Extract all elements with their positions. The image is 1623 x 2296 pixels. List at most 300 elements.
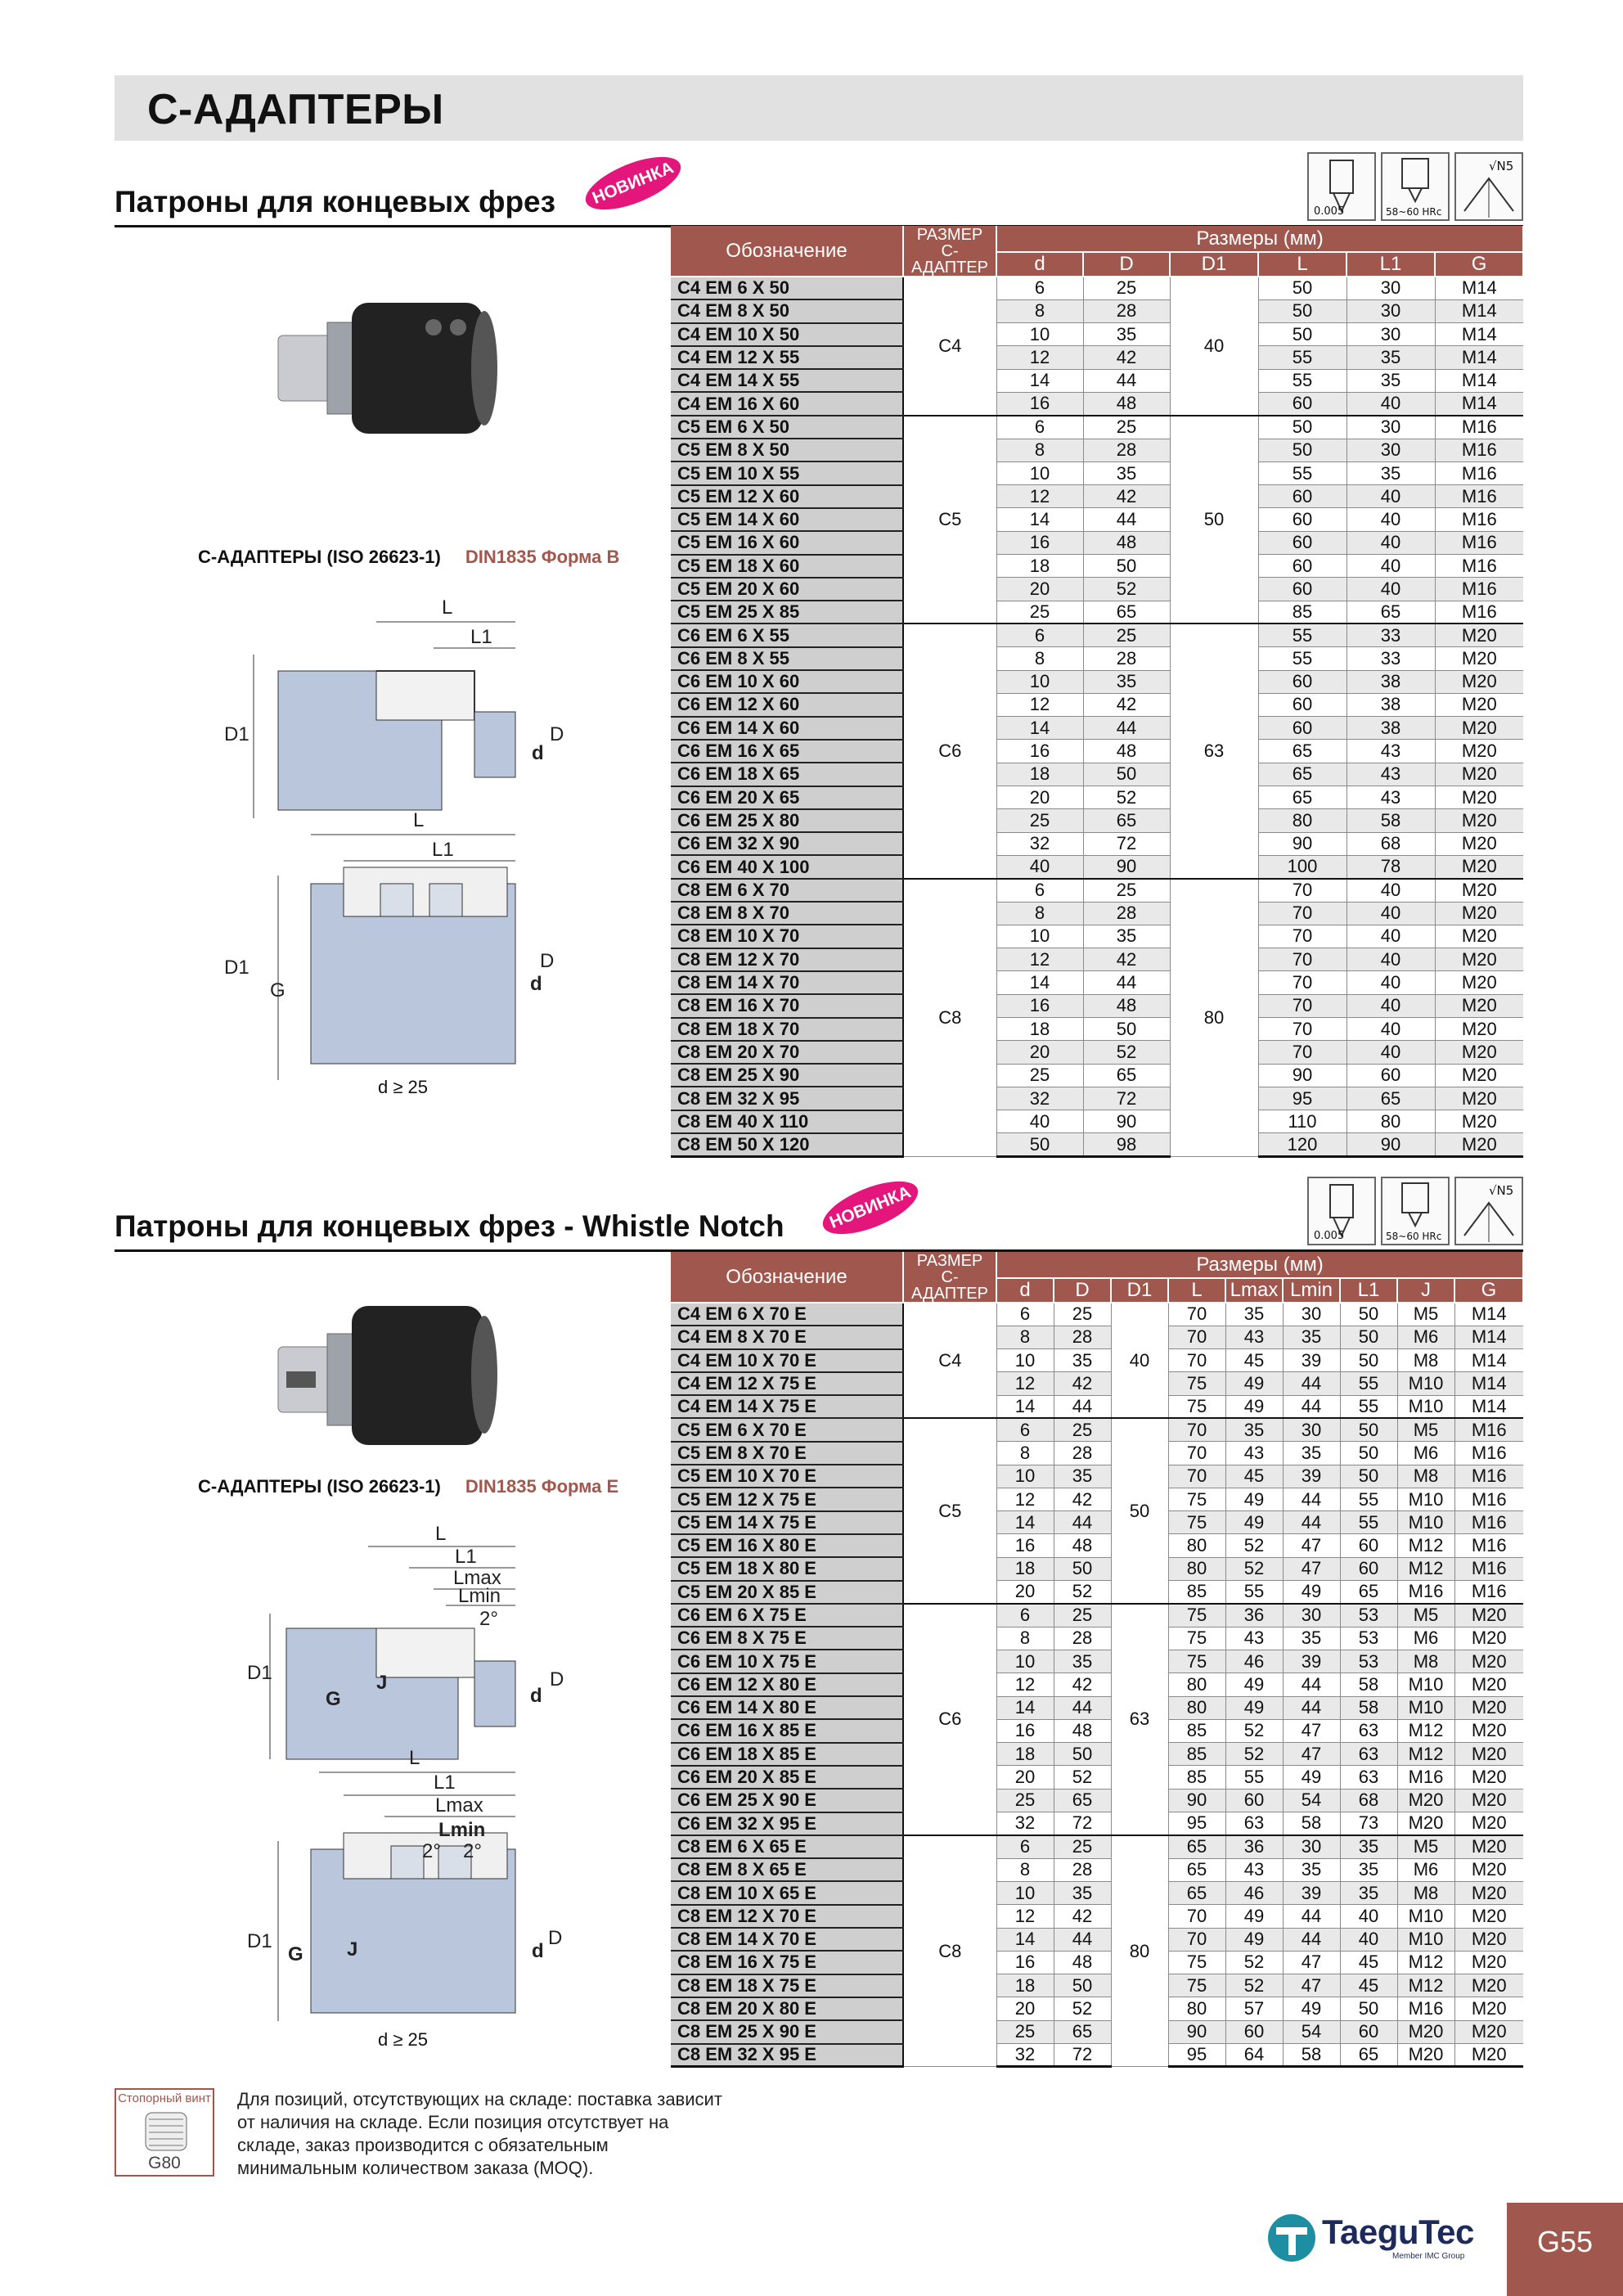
- table-row: [671, 740, 1523, 763]
- value-cell: 85: [1168, 1581, 1225, 1604]
- value-cell: 50: [1083, 763, 1170, 786]
- value-cell: 65: [1083, 809, 1170, 832]
- value-cell: 18: [996, 1743, 1054, 1766]
- value-cell: M20: [1435, 1041, 1523, 1064]
- value-cell: 43: [1225, 1326, 1283, 1348]
- size-cell: C8: [903, 1835, 996, 2067]
- dim-label-Lmin: Lmin: [458, 1585, 501, 1607]
- dim-label-L-3: L: [435, 1523, 447, 1545]
- value-cell: M20: [1435, 948, 1523, 971]
- value-cell: 55: [1258, 346, 1347, 369]
- table-row: [671, 485, 1523, 508]
- value-cell: M12: [1397, 1951, 1454, 1974]
- value-cell: 60: [1258, 578, 1347, 601]
- value-cell: 50: [1054, 1974, 1111, 1997]
- value-cell: 65: [1340, 2044, 1397, 2067]
- value-cell: M14: [1435, 323, 1523, 346]
- value-cell: 44: [1283, 1511, 1340, 1534]
- value-cell: 72: [1054, 1812, 1111, 1835]
- note-line: минимальным количеством заказа (MOQ).: [237, 2158, 594, 2178]
- value-cell: M20: [1397, 2044, 1454, 2067]
- value-cell: 35: [1340, 1881, 1397, 1904]
- value-cell: M16: [1454, 1442, 1523, 1465]
- table-row: [671, 1881, 1523, 1904]
- table-row: [671, 832, 1523, 855]
- value-cell: M12: [1397, 1534, 1454, 1557]
- value-cell: M20: [1454, 1881, 1523, 1904]
- dim-label-angle-2: 2°: [422, 1840, 441, 1862]
- designation-cell: C8 EM 25 X 90 E: [671, 2020, 903, 2043]
- value-cell: 35: [1083, 670, 1170, 693]
- value-cell: M16: [1435, 461, 1523, 484]
- value-cell: 90: [1258, 1064, 1347, 1087]
- value-cell: 120: [1258, 1133, 1347, 1156]
- designation-cell: C6 EM 10 X 60: [671, 670, 903, 693]
- value-cell: 25: [996, 2020, 1054, 2043]
- value-cell: 95: [1168, 1812, 1225, 1835]
- value-cell: 10: [996, 461, 1083, 484]
- value-cell: 50: [1083, 555, 1170, 578]
- value-cell: 28: [1054, 1627, 1111, 1650]
- value-cell: M20: [1454, 1858, 1523, 1881]
- tolerance-icon: 0.005: [1307, 152, 1376, 221]
- value-cell: 38: [1347, 717, 1435, 740]
- value-cell: 50: [1340, 1418, 1397, 1441]
- designation-cell: C6 EM 16 X 85 E: [671, 1719, 903, 1742]
- value-cell: M20: [1435, 717, 1523, 740]
- value-cell: 49: [1225, 1905, 1283, 1928]
- value-cell: 65: [1083, 1064, 1170, 1087]
- hardness-icon-2: 58~60 HRc: [1381, 1177, 1450, 1245]
- col-header-l: L: [1258, 252, 1347, 277]
- value-cell: 47: [1283, 1743, 1340, 1766]
- table-row: [671, 1488, 1523, 1510]
- col-header-d: d: [996, 1278, 1054, 1303]
- page-number: G55: [1507, 2203, 1623, 2296]
- d1-cell: 80: [1111, 1835, 1168, 2067]
- value-cell: 48: [1083, 994, 1170, 1017]
- value-cell: M10: [1397, 1696, 1454, 1719]
- value-cell: 6: [996, 277, 1083, 299]
- table-row: [671, 416, 1523, 439]
- value-cell: M20: [1435, 809, 1523, 832]
- value-cell: 18: [996, 1557, 1054, 1580]
- value-cell: 16: [996, 392, 1083, 415]
- d-condition-1: d ≥ 25: [378, 1077, 429, 1097]
- table-row: [671, 1951, 1523, 1974]
- value-cell: M12: [1397, 1719, 1454, 1742]
- dim-label-Lmin-2: Lmin: [438, 1819, 486, 1841]
- value-cell: 14: [996, 1696, 1054, 1719]
- value-cell: M14: [1454, 1349, 1523, 1372]
- value-cell: 78: [1347, 855, 1435, 878]
- value-cell: 44: [1054, 1511, 1111, 1534]
- table-row: [671, 461, 1523, 484]
- value-cell: 60: [1225, 1789, 1283, 1812]
- value-cell: 35: [1283, 1326, 1340, 1348]
- value-cell: 28: [1083, 299, 1170, 322]
- value-cell: 25: [1083, 624, 1170, 646]
- section2-title: Патроны для концевых фрез - Whistle Notch: [115, 1209, 785, 1243]
- value-cell: M10: [1397, 1673, 1454, 1696]
- value-cell: 35: [1083, 323, 1170, 346]
- value-cell: 35: [1347, 346, 1435, 369]
- table-row: [671, 1905, 1523, 1928]
- col-header-l1: L1: [1340, 1278, 1397, 1303]
- value-cell: 55: [1258, 461, 1347, 484]
- section1-drawings: [213, 589, 589, 1096]
- value-cell: 6: [996, 879, 1083, 902]
- value-cell: 95: [1168, 2044, 1225, 2067]
- value-cell: 45: [1225, 1465, 1283, 1488]
- caption-standard: С-АДАПТЕРЫ (ISO 26623-1): [198, 547, 441, 567]
- spec-icons-2: [1307, 1177, 1523, 1245]
- value-cell: 65: [1054, 2020, 1111, 2043]
- value-cell: M20: [1435, 832, 1523, 855]
- value-cell: 80: [1168, 1696, 1225, 1719]
- dim-label-G-3: G: [326, 1688, 341, 1710]
- value-cell: 50: [1258, 416, 1347, 439]
- dim-label-D: D: [550, 723, 564, 745]
- value-cell: M10: [1397, 1511, 1454, 1534]
- value-cell: 28: [1054, 1442, 1111, 1465]
- designation-cell: C8 EM 16 X 75 E: [671, 1951, 903, 1974]
- value-cell: 65: [1258, 763, 1347, 786]
- stock-note: [237, 2088, 761, 2180]
- value-cell: 90: [1168, 1789, 1225, 1812]
- value-cell: 85: [1168, 1743, 1225, 1766]
- table-row: [671, 1534, 1523, 1557]
- table-row: [671, 971, 1523, 994]
- designation-cell: C5 EM 6 X 70 E: [671, 1418, 903, 1441]
- value-cell: 44: [1283, 1696, 1340, 1719]
- value-cell: 25: [996, 1789, 1054, 1812]
- dim-label-L: L: [442, 597, 453, 619]
- value-cell: 43: [1347, 763, 1435, 786]
- value-cell: 46: [1225, 1881, 1283, 1904]
- value-cell: 75: [1168, 1951, 1225, 1974]
- dim-label-D-4: D: [548, 1927, 563, 1949]
- section1-caption: [198, 547, 619, 568]
- value-cell: 60: [1258, 485, 1347, 508]
- value-cell: 35: [1347, 369, 1435, 392]
- section1-title: Патроны для концевых фрез: [115, 185, 556, 218]
- value-cell: M16: [1454, 1418, 1523, 1441]
- value-cell: M20: [1435, 670, 1523, 693]
- value-cell: 49: [1225, 1928, 1283, 1951]
- value-cell: 28: [1083, 902, 1170, 925]
- value-cell: M14: [1435, 369, 1523, 392]
- designation-cell: C6 EM 16 X 65: [671, 740, 903, 763]
- value-cell: 44: [1083, 369, 1170, 392]
- table-row: [671, 879, 1523, 902]
- value-cell: 42: [1083, 948, 1170, 971]
- value-cell: 50: [1054, 1557, 1111, 1580]
- value-cell: 70: [1258, 948, 1347, 971]
- value-cell: 100: [1258, 855, 1347, 878]
- value-cell: M20: [1454, 1719, 1523, 1742]
- value-cell: 14: [996, 717, 1083, 740]
- value-cell: M20: [1435, 763, 1523, 786]
- value-cell: 80: [1168, 1673, 1225, 1696]
- table-row: [671, 855, 1523, 878]
- value-cell: 65: [1258, 740, 1347, 763]
- dim-label-D1-2: D1: [224, 957, 250, 979]
- value-cell: M20: [1454, 2044, 1523, 2067]
- col-header-dims-2: Размеры (мм): [996, 1252, 1523, 1278]
- value-cell: M20: [1435, 624, 1523, 646]
- value-cell: 30: [1347, 299, 1435, 322]
- value-cell: 40: [1347, 392, 1435, 415]
- value-cell: 44: [1283, 1488, 1340, 1510]
- table-row: [671, 763, 1523, 786]
- value-cell: 58: [1283, 1812, 1340, 1835]
- value-cell: 44: [1283, 1395, 1340, 1418]
- value-cell: 52: [1083, 578, 1170, 601]
- value-cell: M14: [1454, 1372, 1523, 1395]
- value-cell: 55: [1340, 1511, 1397, 1534]
- size-cell: C6: [903, 624, 996, 878]
- value-cell: 70: [1258, 971, 1347, 994]
- value-cell: M20: [1454, 1766, 1523, 1789]
- value-cell: 60: [1258, 508, 1347, 531]
- table-row: [671, 786, 1523, 809]
- designation-cell: C5 EM 20 X 60: [671, 578, 903, 601]
- designation-cell: C5 EM 14 X 75 E: [671, 1511, 903, 1534]
- value-cell: 52: [1225, 1974, 1283, 1997]
- value-cell: 60: [1258, 717, 1347, 740]
- table-row: [671, 1812, 1523, 1835]
- col-header-size-2: РАЗМЕР С-АДАПТЕР: [903, 1252, 996, 1303]
- value-cell: 33: [1347, 624, 1435, 646]
- table-row: [671, 277, 1523, 299]
- designation-cell: C8 EM 18 X 75 E: [671, 1974, 903, 1997]
- table-row: [671, 578, 1523, 601]
- table-row: [671, 1581, 1523, 1604]
- designation-cell: C8 EM 40 X 110: [671, 1110, 903, 1133]
- value-cell: 44: [1083, 717, 1170, 740]
- value-cell: 28: [1054, 1326, 1111, 1348]
- value-cell: M16: [1435, 555, 1523, 578]
- col-header-j: J: [1397, 1278, 1454, 1303]
- value-cell: 40: [1347, 1041, 1435, 1064]
- value-cell: 70: [1168, 1928, 1225, 1951]
- value-cell: 49: [1283, 1766, 1340, 1789]
- value-cell: 43: [1347, 786, 1435, 809]
- table-row: [671, 1766, 1523, 1789]
- value-cell: 45: [1340, 1951, 1397, 1974]
- value-cell: 10: [996, 1881, 1054, 1904]
- value-cell: 85: [1258, 601, 1347, 624]
- designation-cell: C6 EM 25 X 80: [671, 809, 903, 832]
- value-cell: 54: [1283, 2020, 1340, 2043]
- value-cell: 6: [996, 1604, 1054, 1627]
- designation-cell: C5 EM 10 X 55: [671, 461, 903, 484]
- designation-cell: C8 EM 6 X 70: [671, 879, 903, 902]
- designation-cell: C8 EM 14 X 70: [671, 971, 903, 994]
- value-cell: 47: [1283, 1534, 1340, 1557]
- dim-label-D1: D1: [224, 723, 250, 745]
- value-cell: 50: [1258, 277, 1347, 299]
- dim-label-Lmax: Lmax: [453, 1567, 501, 1589]
- value-cell: 44: [1283, 1928, 1340, 1951]
- value-cell: 12: [996, 1673, 1054, 1696]
- value-cell: M14: [1435, 392, 1523, 415]
- value-cell: 35: [1283, 1858, 1340, 1881]
- value-cell: M5: [1397, 1835, 1454, 1858]
- value-cell: 50: [1054, 1743, 1111, 1766]
- value-cell: 63: [1340, 1743, 1397, 1766]
- designation-cell: C6 EM 8 X 75 E: [671, 1627, 903, 1650]
- value-cell: 20: [996, 578, 1083, 601]
- value-cell: M12: [1397, 1743, 1454, 1766]
- value-cell: 35: [1083, 461, 1170, 484]
- designation-cell: C6 EM 12 X 60: [671, 693, 903, 716]
- dim-label-J-2: J: [347, 1938, 358, 1961]
- value-cell: 72: [1054, 2044, 1111, 2067]
- value-cell: 40: [996, 1110, 1083, 1133]
- value-cell: 63: [1340, 1719, 1397, 1742]
- value-cell: 25: [1054, 1418, 1111, 1441]
- value-cell: 63: [1225, 1812, 1283, 1835]
- value-cell: 50: [1340, 1326, 1397, 1348]
- value-cell: M20: [1435, 740, 1523, 763]
- value-cell: 49: [1225, 1673, 1283, 1696]
- table-row: [671, 1719, 1523, 1742]
- dim-label-angle-3: 2°: [463, 1840, 482, 1862]
- dim-label-D-2: D: [540, 950, 555, 972]
- section2-drawings: [213, 1522, 589, 2046]
- value-cell: 60: [1258, 555, 1347, 578]
- value-cell: M14: [1454, 1326, 1523, 1348]
- value-cell: 43: [1225, 1442, 1283, 1465]
- value-cell: 110: [1258, 1110, 1347, 1133]
- table-row: [671, 1858, 1523, 1881]
- designation-cell: C8 EM 14 X 70 E: [671, 1928, 903, 1951]
- surface-roughness-icon-2: √N5: [1454, 1177, 1523, 1245]
- value-cell: 40: [996, 855, 1083, 878]
- value-cell: 43: [1225, 1627, 1283, 1650]
- logo-text: TaeguTec: [1322, 2213, 1474, 2251]
- value-cell: 70: [1258, 1041, 1347, 1064]
- d-condition-2: d ≥ 25: [378, 2029, 429, 2050]
- designation-cell: C8 EM 18 X 70: [671, 1018, 903, 1041]
- value-cell: M10: [1397, 1905, 1454, 1928]
- value-cell: M10: [1397, 1928, 1454, 1951]
- value-cell: 14: [996, 1511, 1054, 1534]
- table-row: [671, 555, 1523, 578]
- designation-cell: C6 EM 18 X 65: [671, 763, 903, 786]
- value-cell: 44: [1283, 1372, 1340, 1395]
- value-cell: 49: [1225, 1696, 1283, 1719]
- value-cell: 58: [1340, 1673, 1397, 1696]
- designation-cell: C5 EM 25 X 85: [671, 601, 903, 624]
- value-cell: 25: [996, 601, 1083, 624]
- value-cell: 30: [1283, 1604, 1340, 1627]
- value-cell: 50: [1258, 299, 1347, 322]
- table-row: [671, 1303, 1523, 1326]
- value-cell: 80: [1168, 1557, 1225, 1580]
- value-cell: 25: [996, 1064, 1083, 1087]
- value-cell: 8: [996, 1442, 1054, 1465]
- dim-label-d-4: d: [532, 1940, 544, 1962]
- dim-label-J: J: [376, 1672, 388, 1694]
- logo-mark-icon: [1266, 2213, 1317, 2263]
- table-row: [671, 1743, 1523, 1766]
- set-screw-label: Стопорный винт: [118, 2091, 211, 2105]
- section1-header: [115, 113, 1523, 227]
- designation-cell: C5 EM 12 X 75 E: [671, 1488, 903, 1510]
- value-cell: 18: [996, 763, 1083, 786]
- col-header-dims: Размеры (мм): [996, 226, 1523, 252]
- value-cell: 14: [996, 971, 1083, 994]
- dim-label-d-3: d: [530, 1685, 542, 1707]
- value-cell: M20: [1435, 693, 1523, 716]
- value-cell: 10: [996, 925, 1083, 948]
- designation-cell: C8 EM 32 X 95: [671, 1087, 903, 1110]
- value-cell: 44: [1054, 1395, 1111, 1418]
- value-cell: 58: [1283, 2044, 1340, 2067]
- value-cell: 10: [996, 1650, 1054, 1672]
- value-cell: 35: [1225, 1303, 1283, 1326]
- value-cell: 42: [1054, 1488, 1111, 1510]
- value-cell: 70: [1168, 1349, 1225, 1372]
- designation-cell: C4 EM 14 X 55: [671, 369, 903, 392]
- table-row: [671, 369, 1523, 392]
- table-row: [671, 1087, 1523, 1110]
- designation-cell: C8 EM 10 X 65 E: [671, 1881, 903, 1904]
- value-cell: 80: [1168, 1534, 1225, 1557]
- value-cell: 35: [1283, 1442, 1340, 1465]
- designation-cell: C4 EM 8 X 50: [671, 299, 903, 322]
- value-cell: 20: [996, 1766, 1054, 1789]
- value-cell: 48: [1083, 392, 1170, 415]
- designation-cell: C4 EM 6 X 70 E: [671, 1303, 903, 1326]
- value-cell: M20: [1454, 1951, 1523, 1974]
- table-row: [671, 1064, 1523, 1087]
- dim-label-L1-3: L1: [455, 1546, 477, 1568]
- value-cell: 28: [1083, 439, 1170, 461]
- table-row: [671, 531, 1523, 554]
- value-cell: 65: [1054, 1789, 1111, 1812]
- col-header-d: D: [1083, 252, 1170, 277]
- size-cell: C4: [903, 1303, 996, 1418]
- designation-cell: C8 EM 20 X 70: [671, 1041, 903, 1064]
- col-header-designation-2: Обозначение: [671, 1252, 903, 1303]
- dim-label-D1-3: D1: [247, 1662, 272, 1684]
- value-cell: 39: [1283, 1881, 1340, 1904]
- value-cell: 32: [996, 2044, 1054, 2067]
- note-line: складе, заказ производится с обязательным: [237, 2135, 609, 2155]
- col-header-lmin: Lmin: [1283, 1278, 1340, 1303]
- value-cell: 8: [996, 647, 1083, 670]
- value-cell: M14: [1454, 1303, 1523, 1326]
- surface-roughness-icon: √N5: [1454, 152, 1523, 221]
- table-row: [671, 1835, 1523, 1858]
- table-row: [671, 1673, 1523, 1696]
- value-cell: 10: [996, 1465, 1054, 1488]
- holder-photo-1: [270, 295, 515, 446]
- table-row: [671, 994, 1523, 1017]
- value-cell: 40: [1340, 1928, 1397, 1951]
- value-cell: 12: [996, 346, 1083, 369]
- value-cell: M16: [1397, 1997, 1454, 2020]
- value-cell: 45: [1225, 1349, 1283, 1372]
- value-cell: 70: [1258, 994, 1347, 1017]
- value-cell: M10: [1397, 1372, 1454, 1395]
- value-cell: 90: [1168, 2020, 1225, 2043]
- value-cell: 30: [1347, 277, 1435, 299]
